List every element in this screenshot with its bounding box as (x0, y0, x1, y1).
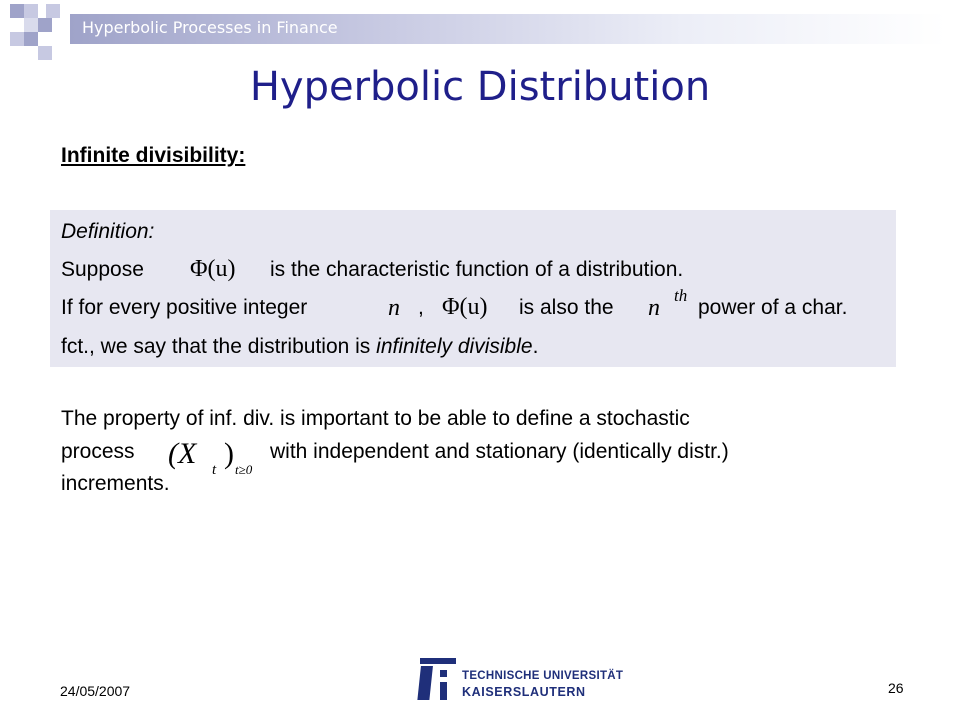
definition-line-4-post: . (532, 335, 539, 358)
decorative-square (38, 18, 52, 32)
section-heading: Infinite divisibility: (61, 144, 246, 167)
slide-title: Hyperbolic Distribution (249, 64, 711, 110)
body-line-1: The property of inf. div. is important to be able to define a stochastic (61, 407, 690, 430)
definition-line-4-pre: fct., we say that the distribution is (61, 335, 377, 358)
math-paren-close: ) (224, 437, 234, 470)
page-number: 26 (888, 680, 904, 696)
body-line-3: increments. (61, 472, 170, 495)
definition-label: Definition: (61, 220, 155, 243)
body-line-2-post: with independent and stationary (identically distr.) (270, 440, 729, 463)
header-title: Hyperbolic Processes in Finance (82, 18, 338, 37)
decorative-square (38, 46, 52, 60)
math-nth-n: n (648, 295, 660, 321)
definition-line-4-italic: infinitely divisible (376, 335, 533, 358)
definition-line-3-comma: , (418, 296, 424, 319)
university-logo-icon (412, 656, 462, 704)
logo-text-line-1: TECHNISCHE UNIVERSITÄT (462, 670, 624, 682)
math-sub-t: t (212, 462, 217, 478)
definition-line-3-pre: If for every positive integer (61, 296, 308, 319)
definition-line-2-post: is the characteristic function of a distribution. (270, 258, 684, 281)
decorative-square (24, 4, 38, 18)
math-sub-t-geq-0: t≥0 (235, 462, 253, 477)
math-nth-th: th (674, 286, 688, 305)
decorative-square (10, 4, 24, 18)
decorative-square (24, 32, 38, 46)
math-phi-u: Φ(u) (190, 256, 236, 282)
definition-line-2-pre: Suppose (61, 258, 144, 281)
math-n: n (388, 295, 400, 321)
body-line-2-pre: process (61, 440, 135, 463)
definition-line-3-post: power of a char. (698, 296, 848, 319)
math-phi-u-2: Φ(u) (442, 294, 488, 320)
math-paren-x (168, 437, 197, 470)
logo-text-line-2: KAISERSLAUTERN (462, 685, 586, 699)
decorative-square (24, 18, 38, 32)
definition-line-3-mid: is also the (519, 296, 614, 319)
math-x: (X (168, 437, 197, 470)
decorative-square (46, 4, 60, 18)
definition-line-4 (61, 335, 538, 359)
decorative-square (10, 32, 24, 46)
footer-date: 24/05/2007 (60, 683, 131, 699)
